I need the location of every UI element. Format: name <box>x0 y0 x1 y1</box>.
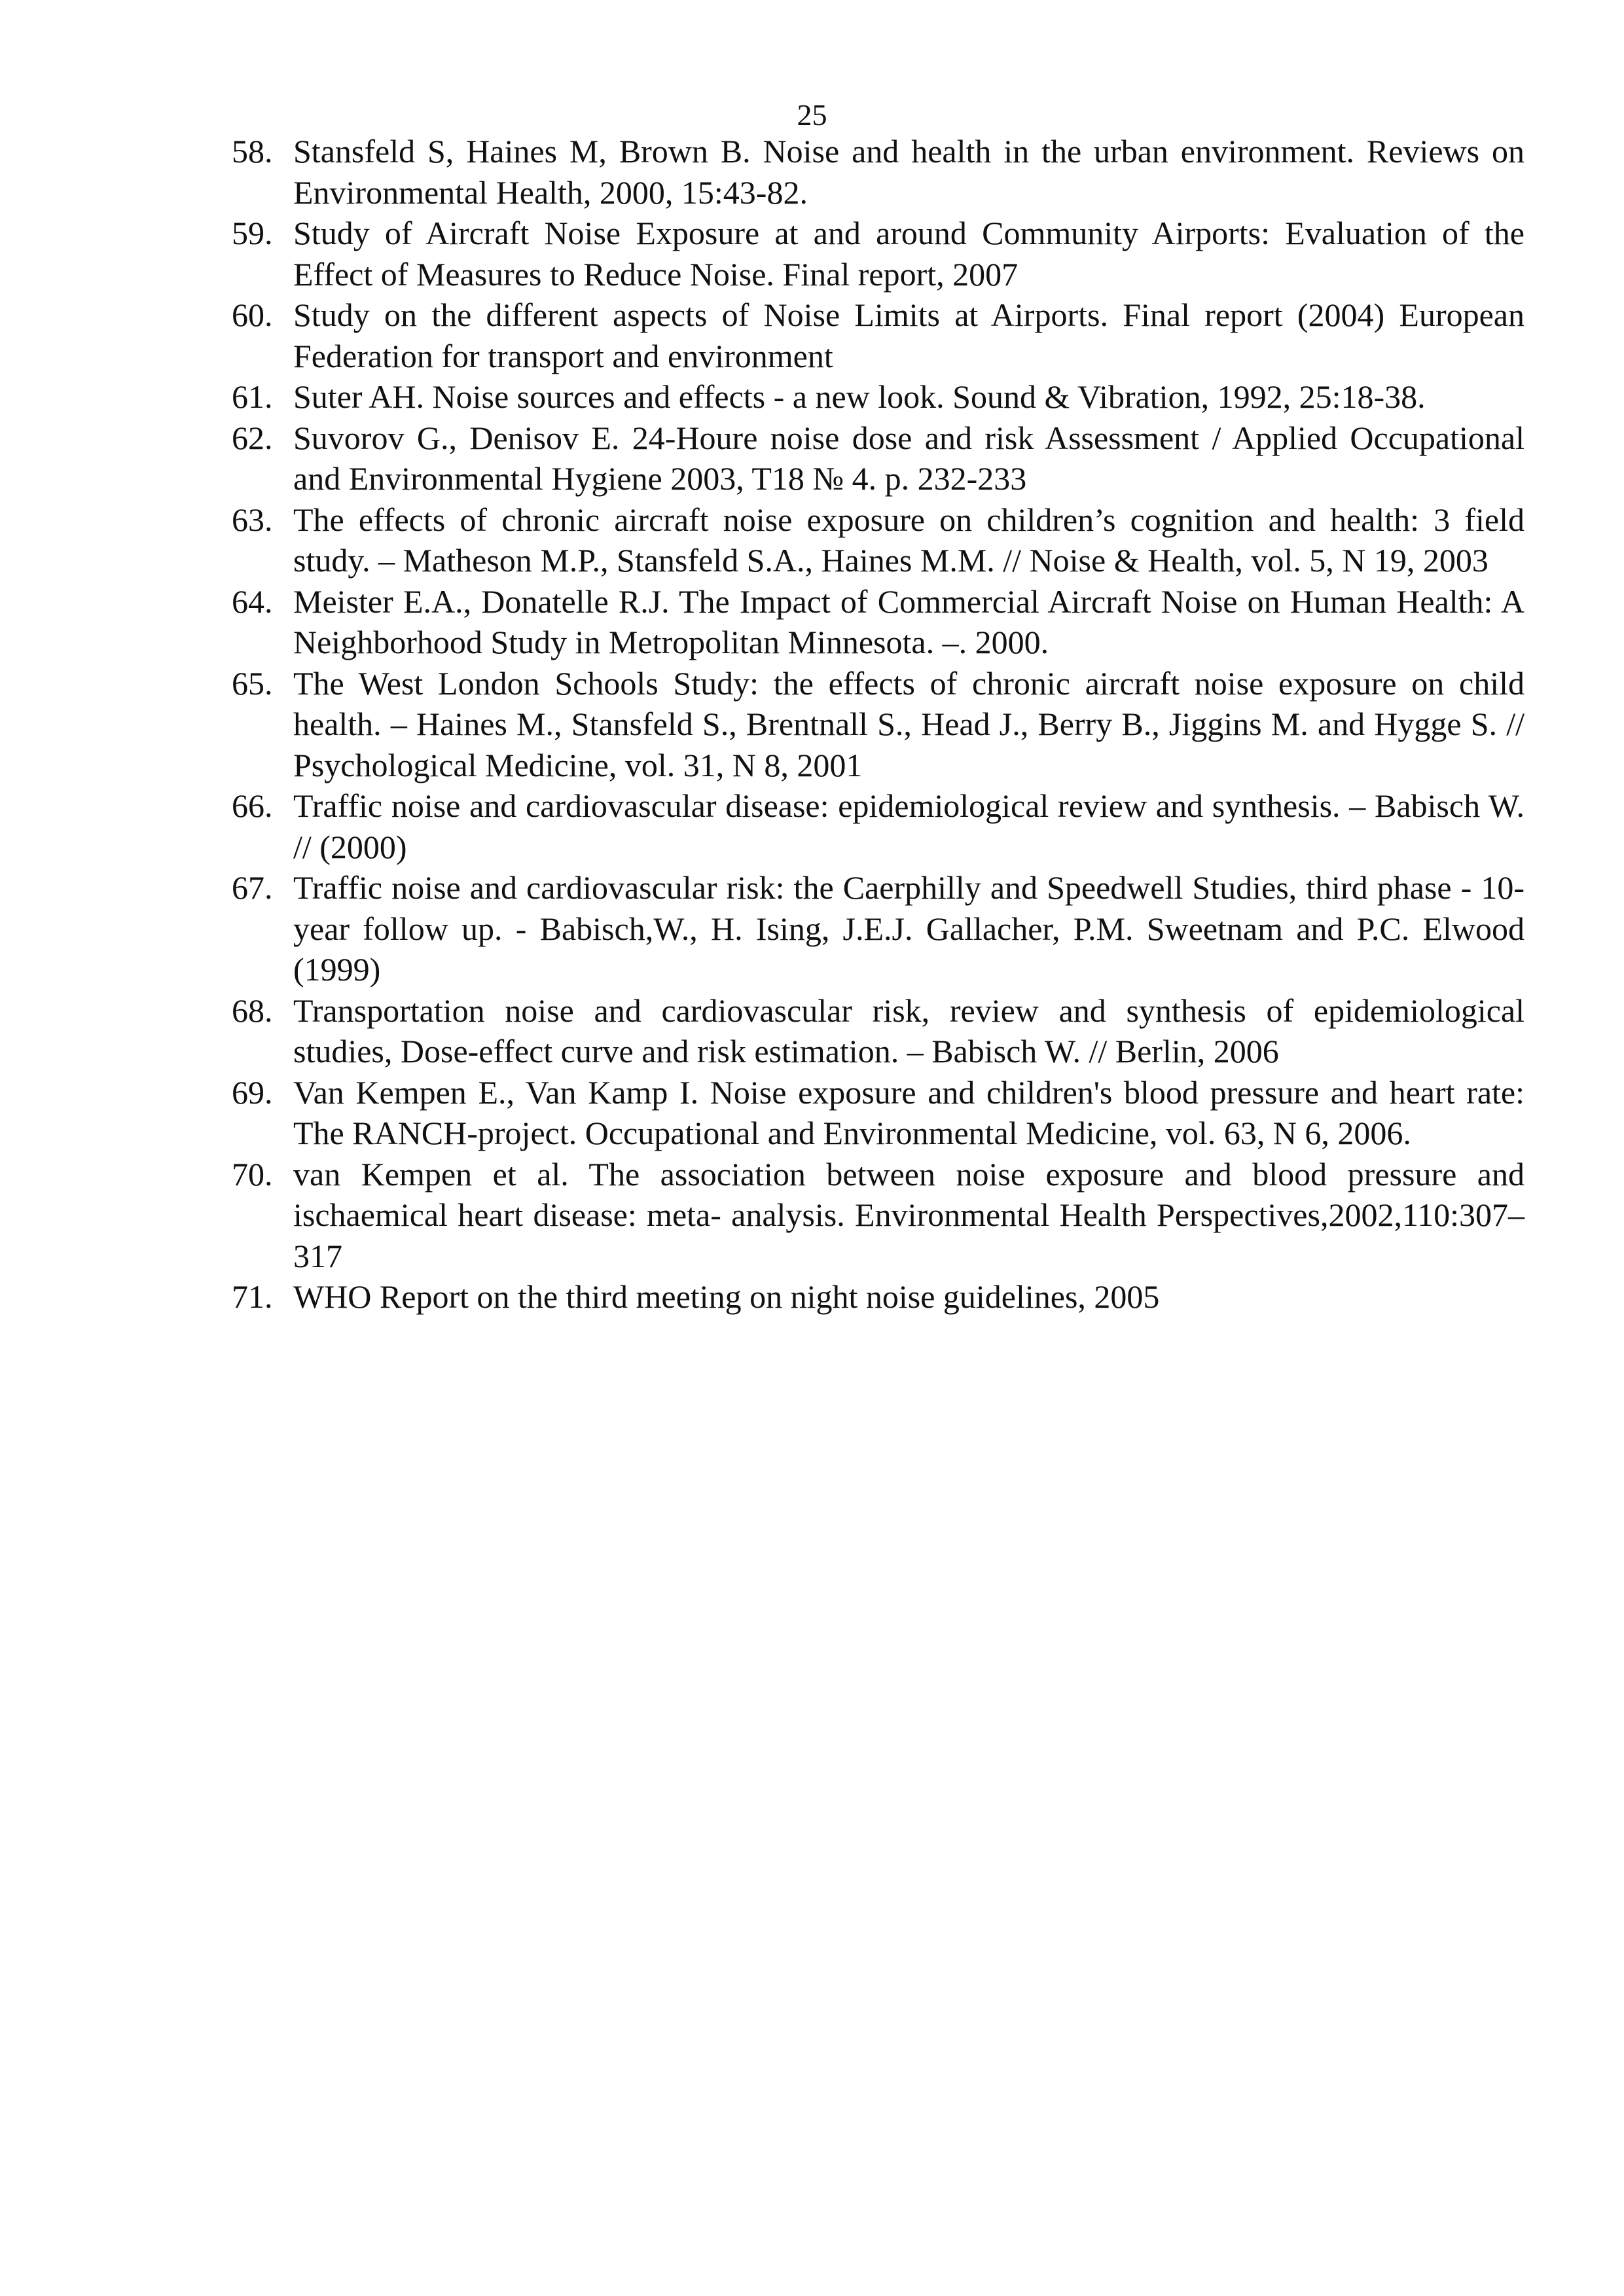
reference-item <box>232 1276 1525 1318</box>
reference-number: 65. <box>232 664 273 702</box>
reference-item <box>232 418 1525 499</box>
reference-number: 63. <box>232 501 273 538</box>
reference-text: WHO Report on the third meeting on night noise guidelines, 2005 <box>293 1278 1160 1315</box>
reference-item <box>232 1072 1525 1154</box>
reference-number: 58. <box>232 133 273 170</box>
reference-text: Meister E.A., Donatelle R.J. The Impact of Commercial Aircraft Noise on Human Health: A Neighborhood Study in Metropolitan Minnesota. –. 2000. <box>293 583 1525 660</box>
reference-item <box>232 213 1525 295</box>
reference-item <box>232 581 1525 663</box>
reference-text: The West London Schools Study: the effects of chronic aircraft noise exposure on child health. – Haines M., Stansfeld S., Brentnall S., Head J., Berry B., Jiggins M. and Hygge S. // Psychological Medicine, vol. 31, N 8, 2001 <box>293 664 1525 783</box>
reference-number: 60. <box>232 296 273 333</box>
reference-text: The effects of chronic aircraft noise exposure on children’s cognition and health: 3 field study. – Matheson M.P., Stansfeld S.A., Haines M.M. // Noise & Health, vol. 5, N 19, 2003 <box>293 501 1525 579</box>
reference-item <box>232 867 1525 990</box>
page-number: 25 <box>797 98 827 132</box>
reference-item <box>232 1154 1525 1277</box>
reference-item <box>232 376 1525 418</box>
reference-list <box>232 131 1525 1318</box>
reference-number: 64. <box>232 583 273 620</box>
reference-number: 62. <box>232 419 273 456</box>
reference-item <box>232 663 1525 786</box>
reference-number: 70. <box>232 1155 273 1193</box>
reference-text: Suvorov G., Denisov E. 24-Houre noise dose and risk Assessment / Applied Occupational and Environmental Hygiene 2003, T18 № 4. p. 232-233 <box>293 419 1525 497</box>
reference-text: Suter AH. Noise sources and effects - a new look. Sound & Vibration, 1992, 25:18-38. <box>293 378 1426 415</box>
reference-item <box>232 295 1525 376</box>
reference-text: Transportation noise and cardiovascular risk, review and synthesis of epidemiological studies, Dose-effect curve and risk estimation. – Babisch W. // Berlin, 2006 <box>293 992 1525 1069</box>
reference-item <box>232 499 1525 581</box>
reference-number: 71. <box>232 1278 273 1315</box>
reference-number: 59. <box>232 215 273 251</box>
reference-item <box>232 131 1525 213</box>
reference-text: Traffic noise and cardiovascular risk: the Caerphilly and Speedwell Studies, third phase - 10-year follow up. - Babisch,W., H. Ising, J.E.J. Gallacher, P.M. Sweetnam and P.C. Elwood (1999) <box>293 869 1525 988</box>
reference-item <box>232 785 1525 867</box>
reference-text: Study of Aircraft Noise Exposure at and around Community Airports: Evaluation of the Effect of Measures to Reduce Noise. Final report, 2007 <box>293 215 1525 293</box>
reference-number: 69. <box>232 1073 273 1111</box>
reference-number: 61. <box>232 378 273 415</box>
reference-item <box>232 990 1525 1072</box>
reference-text: van Kempen et al. The association between noise exposure and blood pressure and ischaemical heart disease: meta- analysis. Environmental Health Perspectives,2002,110:307–317 <box>293 1155 1525 1274</box>
reference-number: 67. <box>232 869 273 906</box>
reference-number: 68. <box>232 992 273 1029</box>
reference-text: Study on the different aspects of Noise Limits at Airports. Final report (2004) European Federation for transport and environment <box>293 296 1525 374</box>
reference-text: Traffic noise and cardiovascular disease: epidemiological review and synthesis. – Babisch W. // (2000) <box>293 787 1525 865</box>
reference-text: Van Kempen E., Van Kamp I. Noise exposure and children's blood pressure and heart rate: The RANCH-project. Occupational and Environmental Medicine, vol. 63, N 6, 2006. <box>293 1073 1525 1151</box>
reference-text: Stansfeld S, Haines M, Brown B. Noise and health in the urban environment. Reviews on Environmental Health, 2000, 15:43-82. <box>293 133 1525 211</box>
reference-number: 66. <box>232 787 273 824</box>
